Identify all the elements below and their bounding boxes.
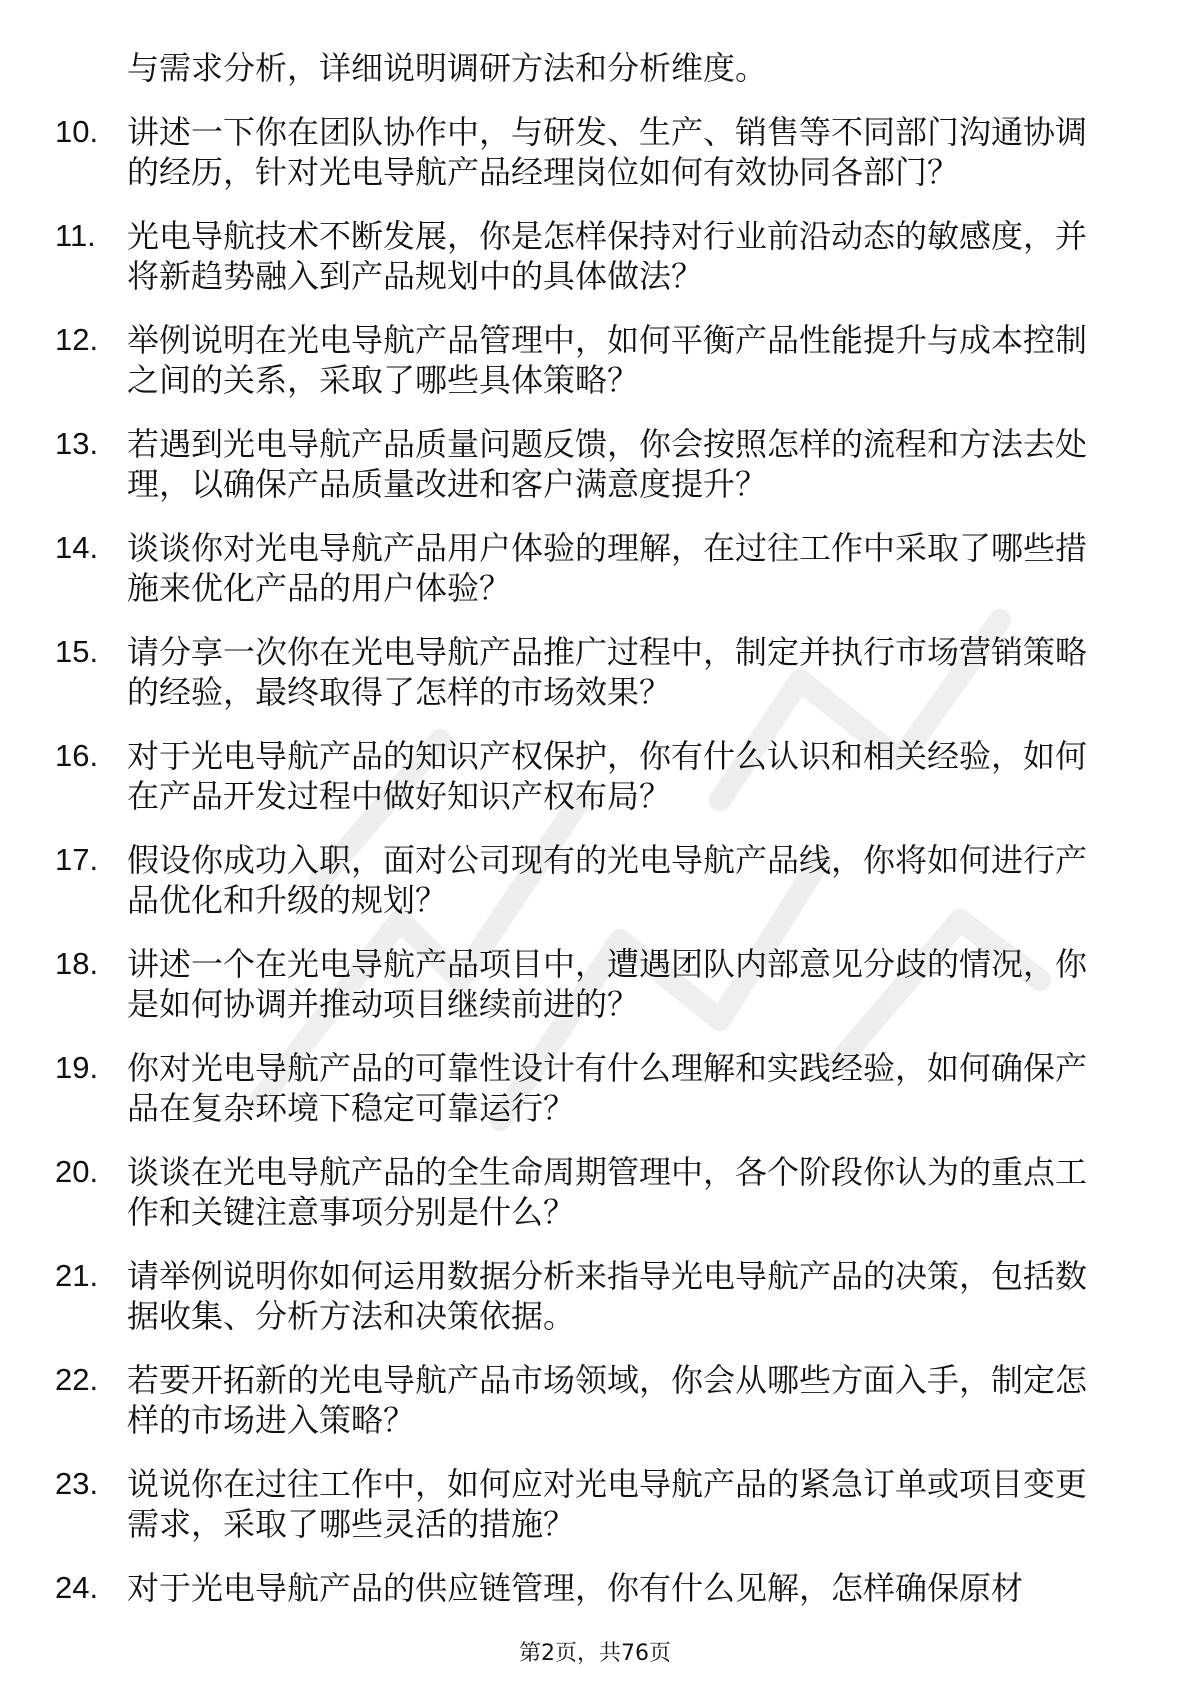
question-text: 谈谈在光电导航产品的全生命周期管理中，各个阶段你认为的重点工作和关键注意事项分别是什么？: [127, 1153, 1088, 1231]
question-number: 13.: [55, 426, 99, 461]
continuation-text: 与需求分析，详细说明调研方法和分析维度。: [127, 49, 768, 87]
list-item: [55, 840, 1105, 920]
question-number: 14.: [55, 530, 99, 565]
question-text: 说说你在过往工作中，如何应对光电导航产品的紧急订单或项目变更需求，采取了哪些灵活的措施？: [127, 1465, 1088, 1543]
question-number: 18.: [55, 946, 99, 981]
question-content: [55, 48, 1105, 1608]
question-number: 10.: [55, 114, 99, 149]
question-text: 若遇到光电导航产品质量问题反馈，你会按照怎样的流程和方法去处理，以确保产品质量改进和客户满意度提升？: [127, 425, 1088, 503]
question-text: 谈谈你对光电导航产品用户体验的理解，在过往工作中采取了哪些措施来优化产品的用户体验？: [127, 529, 1088, 607]
list-item: [55, 1256, 1105, 1336]
question-text: 请举例说明你如何运用数据分析来指导光电导航产品的决策，包括数据收集、分析方法和决策依据。: [127, 1257, 1088, 1335]
list-item: [55, 632, 1105, 712]
question-number: 20.: [55, 1154, 99, 1189]
question-number: 11.: [55, 218, 96, 253]
question-text: 讲述一个在光电导航产品项目中，遭遇团队内部意见分歧的情况，你是如何协调并推动项目继续前进的？: [127, 945, 1088, 1023]
list-item: [55, 424, 1105, 504]
question-text: 假设你成功入职，面对公司现有的光电导航产品线，你将如何进行产品优化和升级的规划？: [127, 841, 1088, 919]
question-text: 对于光电导航产品的供应链管理，你有什么见解，怎样确保原材: [127, 1569, 1024, 1607]
list-item: [55, 1360, 1105, 1440]
question-number: 22.: [55, 1362, 99, 1397]
list-item: [55, 320, 1105, 400]
list-item: [55, 944, 1105, 1024]
question-list: [55, 112, 1105, 1608]
question-number: 21.: [55, 1258, 99, 1293]
list-item: [55, 112, 1105, 192]
list-item: [55, 1568, 1105, 1608]
list-item: [55, 216, 1105, 296]
list-item: [55, 1048, 1105, 1128]
question-number: 16.: [55, 738, 99, 773]
question-number: 23.: [55, 1466, 99, 1501]
question-number: 24.: [55, 1570, 99, 1605]
question-number: 19.: [55, 1050, 99, 1085]
question-text: 请分享一次你在光电导航产品推广过程中，制定并执行市场营销策略的经验，最终取得了怎样的市场效果？: [127, 633, 1088, 711]
list-item: [55, 1464, 1105, 1544]
page-footer: [0, 1640, 1190, 1668]
question-text: 光电导航技术不断发展，你是怎样保持对行业前沿动态的敏感度，并将新趋势融入到产品规划中的具体做法？: [127, 217, 1088, 295]
question-text: 对于光电导航产品的知识产权保护，你有什么认识和相关经验，如何在产品开发过程中做好知识产权布局？: [127, 737, 1088, 815]
list-item: [55, 1152, 1105, 1232]
question-number: 12.: [55, 322, 99, 357]
list-item: [55, 736, 1105, 816]
question-text: 你对光电导航产品的可靠性设计有什么理解和实践经验，如何确保产品在复杂环境下稳定可靠运行？: [127, 1049, 1088, 1127]
question-text: 讲述一下你在团队协作中，与研发、生产、销售等不同部门沟通协调的经历，针对光电导航产品经理岗位如何有效协同各部门？: [127, 113, 1088, 191]
question-text: 举例说明在光电导航产品管理中，如何平衡产品性能提升与成本控制之间的关系，采取了哪些具体策略？: [127, 321, 1088, 399]
question-number: 15.: [55, 634, 99, 669]
question-number: 17.: [55, 842, 99, 877]
page-number-label: 第2页，共76页: [519, 1641, 671, 1666]
list-item: [55, 528, 1105, 608]
question-text: 若要开拓新的光电导航产品市场领域，你会从哪些方面入手，制定怎样的市场进入策略？: [127, 1361, 1088, 1439]
